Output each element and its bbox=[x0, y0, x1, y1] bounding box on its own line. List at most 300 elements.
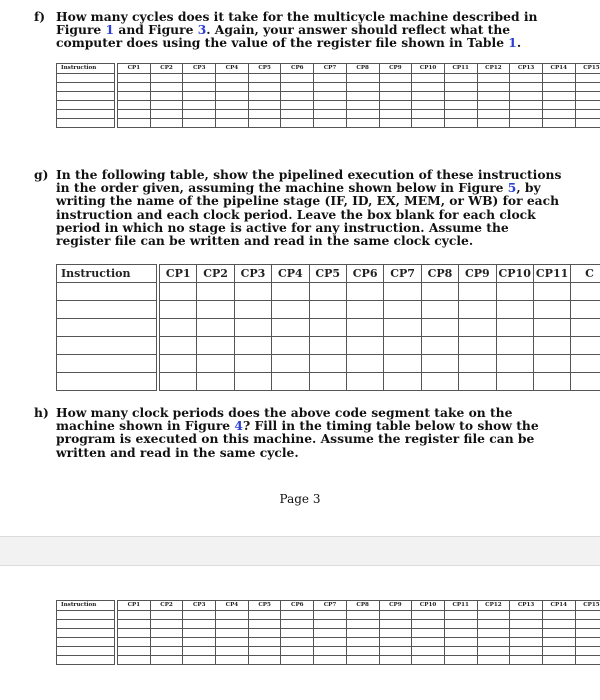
table-cell[interactable] bbox=[118, 611, 151, 620]
table-cell[interactable] bbox=[314, 74, 347, 83]
cycle-column-header: CP4 bbox=[216, 64, 249, 74]
table-cell[interactable] bbox=[150, 83, 183, 92]
table-cell[interactable] bbox=[183, 119, 216, 128]
table-cell[interactable] bbox=[57, 638, 115, 647]
table-cell[interactable] bbox=[575, 638, 600, 647]
table-cell[interactable] bbox=[459, 337, 496, 355]
figure-link[interactable]: 4 bbox=[234, 418, 243, 434]
table-cell[interactable] bbox=[272, 283, 309, 301]
table-cell[interactable] bbox=[575, 620, 600, 629]
table-cell[interactable] bbox=[510, 101, 543, 110]
table-cell[interactable] bbox=[281, 611, 314, 620]
table-cell[interactable] bbox=[421, 337, 458, 355]
table-cell[interactable] bbox=[57, 92, 115, 101]
table-cell[interactable] bbox=[57, 373, 157, 391]
table-cell[interactable] bbox=[160, 373, 197, 391]
table-cell[interactable] bbox=[542, 656, 575, 665]
table-cell[interactable] bbox=[346, 110, 379, 119]
table-cell[interactable] bbox=[234, 337, 271, 355]
table-cell[interactable] bbox=[510, 83, 543, 92]
table-cell[interactable] bbox=[575, 611, 600, 620]
table-cell[interactable] bbox=[412, 92, 445, 101]
table-cell[interactable] bbox=[571, 373, 600, 391]
table-cell[interactable] bbox=[183, 656, 216, 665]
table-cell[interactable] bbox=[57, 611, 115, 620]
table-cell[interactable] bbox=[216, 620, 249, 629]
table-cell[interactable] bbox=[444, 74, 477, 83]
table-cell[interactable] bbox=[542, 620, 575, 629]
table-cell[interactable] bbox=[412, 611, 445, 620]
table-cell[interactable] bbox=[183, 92, 216, 101]
table-cell[interactable] bbox=[542, 611, 575, 620]
table-cell[interactable] bbox=[510, 110, 543, 119]
table-cell[interactable] bbox=[379, 611, 412, 620]
cycle-column-header: CP1 bbox=[118, 64, 151, 74]
table-cell[interactable] bbox=[281, 620, 314, 629]
table-cell[interactable] bbox=[160, 301, 197, 319]
table-cell[interactable] bbox=[477, 611, 510, 620]
table-cell[interactable] bbox=[412, 119, 445, 128]
table-cell[interactable] bbox=[216, 83, 249, 92]
table-cell[interactable] bbox=[150, 101, 183, 110]
table-cell[interactable] bbox=[118, 119, 151, 128]
table-cell[interactable] bbox=[459, 283, 496, 301]
table-cell[interactable] bbox=[57, 83, 115, 92]
table-cell[interactable] bbox=[57, 355, 157, 373]
table-cell[interactable] bbox=[216, 629, 249, 638]
table-cell[interactable] bbox=[542, 101, 575, 110]
table-cell[interactable] bbox=[379, 638, 412, 647]
table-cell[interactable] bbox=[57, 656, 115, 665]
question-h-text: How many clock periods does the above code segment take on the machine shown in Figure 4? Fill in the timing table below to show the program is executed on this machine. Assume the register file can be written and read in the same cycle. bbox=[56, 405, 539, 460]
table-cell[interactable] bbox=[496, 337, 533, 355]
table-cell[interactable] bbox=[444, 611, 477, 620]
table-cell[interactable] bbox=[412, 83, 445, 92]
table-cell[interactable] bbox=[542, 83, 575, 92]
table-cell[interactable] bbox=[496, 301, 533, 319]
timing-table-h bbox=[56, 600, 600, 665]
table-cell[interactable] bbox=[160, 355, 197, 373]
cycle-column-header: CP11 bbox=[533, 265, 570, 283]
table-cell[interactable] bbox=[533, 373, 570, 391]
table-row bbox=[57, 283, 600, 301]
table-cell[interactable] bbox=[510, 647, 543, 656]
table-cell[interactable] bbox=[248, 611, 281, 620]
table-cell[interactable] bbox=[444, 656, 477, 665]
table-cell[interactable] bbox=[57, 337, 157, 355]
table-cell[interactable] bbox=[281, 656, 314, 665]
question-f bbox=[34, 10, 566, 50]
table-cell[interactable] bbox=[346, 647, 379, 656]
table-cell[interactable] bbox=[183, 638, 216, 647]
table-cell[interactable] bbox=[412, 101, 445, 110]
table-cell[interactable] bbox=[234, 283, 271, 301]
table-cell[interactable] bbox=[183, 101, 216, 110]
table-cell[interactable] bbox=[248, 638, 281, 647]
table-cell[interactable] bbox=[57, 319, 157, 337]
table-cell[interactable] bbox=[379, 629, 412, 638]
table-cell[interactable] bbox=[477, 620, 510, 629]
table-cell[interactable] bbox=[444, 110, 477, 119]
table-cell[interactable] bbox=[379, 110, 412, 119]
table-cell[interactable] bbox=[575, 110, 600, 119]
table-cell[interactable] bbox=[150, 620, 183, 629]
table-cell[interactable] bbox=[314, 620, 347, 629]
table-cell[interactable] bbox=[272, 373, 309, 391]
page-number: Page 3 bbox=[279, 492, 321, 506]
table-cell[interactable] bbox=[346, 83, 379, 92]
table-cell[interactable] bbox=[314, 83, 347, 92]
table-cell[interactable] bbox=[444, 647, 477, 656]
cycle-column-header: CP7 bbox=[314, 64, 347, 74]
table-cell[interactable] bbox=[510, 656, 543, 665]
table-cell[interactable] bbox=[150, 110, 183, 119]
table-cell[interactable] bbox=[309, 301, 346, 319]
table-cell[interactable] bbox=[248, 620, 281, 629]
table-cell[interactable] bbox=[118, 620, 151, 629]
table-cell[interactable] bbox=[346, 92, 379, 101]
table-cell[interactable] bbox=[533, 337, 570, 355]
table-cell[interactable] bbox=[183, 110, 216, 119]
table-cell[interactable] bbox=[272, 319, 309, 337]
table-cell[interactable] bbox=[216, 611, 249, 620]
table-cell[interactable] bbox=[571, 319, 600, 337]
cycle-column-header: CP5 bbox=[248, 601, 281, 611]
table-cell[interactable] bbox=[150, 647, 183, 656]
table-cell[interactable] bbox=[118, 101, 151, 110]
table-cell[interactable] bbox=[477, 101, 510, 110]
table-cell[interactable] bbox=[216, 101, 249, 110]
table-cell[interactable] bbox=[477, 110, 510, 119]
table-cell[interactable] bbox=[197, 355, 234, 373]
table-cell[interactable] bbox=[150, 629, 183, 638]
table-cell[interactable] bbox=[542, 119, 575, 128]
table-cell[interactable] bbox=[216, 638, 249, 647]
table-cell[interactable] bbox=[571, 301, 600, 319]
table-cell[interactable] bbox=[248, 92, 281, 101]
table-cell[interactable] bbox=[150, 638, 183, 647]
table-cell[interactable] bbox=[510, 638, 543, 647]
table-cell[interactable] bbox=[477, 92, 510, 101]
table-cell[interactable] bbox=[379, 119, 412, 128]
table-cell[interactable] bbox=[533, 355, 570, 373]
cycle-column-header: CP1 bbox=[160, 265, 197, 283]
cycle-column-header: CP12 bbox=[477, 64, 510, 74]
table-cell[interactable] bbox=[384, 337, 421, 355]
table-cell[interactable] bbox=[384, 355, 421, 373]
table-cell[interactable] bbox=[379, 101, 412, 110]
table-cell[interactable] bbox=[314, 110, 347, 119]
table-cell[interactable] bbox=[248, 83, 281, 92]
table-cell[interactable] bbox=[575, 83, 600, 92]
table-cell[interactable] bbox=[346, 119, 379, 128]
table-cell[interactable] bbox=[272, 337, 309, 355]
table-cell[interactable] bbox=[183, 611, 216, 620]
table-cell[interactable] bbox=[477, 119, 510, 128]
table-cell[interactable] bbox=[575, 101, 600, 110]
table-cell[interactable] bbox=[384, 373, 421, 391]
cycle-column-header: CP6 bbox=[346, 265, 383, 283]
question-g-label: g) bbox=[34, 167, 49, 182]
table-cell[interactable] bbox=[412, 647, 445, 656]
table-cell[interactable] bbox=[281, 101, 314, 110]
question-f-label: f) bbox=[34, 9, 46, 24]
table-cell[interactable] bbox=[234, 319, 271, 337]
table-cell[interactable] bbox=[542, 629, 575, 638]
instruction-column-header: Instruction bbox=[57, 265, 157, 283]
table-cell[interactable] bbox=[379, 620, 412, 629]
table-cell[interactable] bbox=[379, 647, 412, 656]
table-cell[interactable] bbox=[197, 337, 234, 355]
table-link[interactable]: 1 bbox=[508, 35, 517, 51]
table-cell[interactable] bbox=[216, 92, 249, 101]
table-cell[interactable] bbox=[346, 301, 383, 319]
table-cell[interactable] bbox=[57, 629, 115, 638]
table-cell[interactable] bbox=[346, 629, 379, 638]
table-cell[interactable] bbox=[346, 74, 379, 83]
table-cell[interactable] bbox=[314, 101, 347, 110]
cycle-column-header: CP10 bbox=[496, 265, 533, 283]
table-cell[interactable] bbox=[346, 656, 379, 665]
table-cell[interactable] bbox=[281, 110, 314, 119]
table-cell[interactable] bbox=[314, 647, 347, 656]
table-row bbox=[57, 301, 600, 319]
table-cell[interactable] bbox=[412, 620, 445, 629]
table-cell[interactable] bbox=[160, 319, 197, 337]
table-cell[interactable] bbox=[57, 119, 115, 128]
figure-link[interactable]: 3 bbox=[197, 22, 207, 38]
table-cell[interactable] bbox=[216, 74, 249, 83]
table-cell[interactable] bbox=[234, 355, 271, 373]
table-cell[interactable] bbox=[542, 647, 575, 656]
table-cell[interactable] bbox=[150, 74, 183, 83]
table-cell[interactable] bbox=[216, 110, 249, 119]
table-cell[interactable] bbox=[346, 101, 379, 110]
table-row bbox=[57, 110, 600, 119]
table-cell[interactable] bbox=[496, 319, 533, 337]
table-cell[interactable] bbox=[459, 355, 496, 373]
table-cell[interactable] bbox=[150, 611, 183, 620]
table-cell[interactable] bbox=[575, 119, 600, 128]
table-cell[interactable] bbox=[309, 283, 346, 301]
table-cell[interactable] bbox=[421, 301, 458, 319]
table-cell[interactable] bbox=[281, 638, 314, 647]
table-cell[interactable] bbox=[346, 373, 383, 391]
table-cell[interactable] bbox=[542, 92, 575, 101]
table-cell[interactable] bbox=[118, 74, 151, 83]
table-cell[interactable] bbox=[571, 337, 600, 355]
cycle-column-header: C bbox=[571, 265, 600, 283]
table-cell[interactable] bbox=[57, 110, 115, 119]
table-cell[interactable] bbox=[571, 283, 600, 301]
table-cell[interactable] bbox=[459, 319, 496, 337]
table-cell[interactable] bbox=[346, 638, 379, 647]
table-cell[interactable] bbox=[346, 337, 383, 355]
table-cell[interactable] bbox=[183, 83, 216, 92]
table-cell[interactable] bbox=[197, 373, 234, 391]
instruction-column-header: Instruction bbox=[57, 601, 115, 611]
table-cell[interactable] bbox=[309, 319, 346, 337]
table-cell[interactable] bbox=[496, 355, 533, 373]
table-cell[interactable] bbox=[444, 629, 477, 638]
table-cell[interactable] bbox=[197, 301, 234, 319]
table-cell[interactable] bbox=[510, 620, 543, 629]
table-cell[interactable] bbox=[346, 319, 383, 337]
table-cell[interactable] bbox=[459, 373, 496, 391]
table-cell[interactable] bbox=[272, 301, 309, 319]
table-cell[interactable] bbox=[57, 74, 115, 83]
table-cell[interactable] bbox=[444, 620, 477, 629]
table-cell[interactable] bbox=[281, 92, 314, 101]
table-cell[interactable] bbox=[160, 337, 197, 355]
table-cell[interactable] bbox=[421, 355, 458, 373]
table-cell[interactable] bbox=[314, 629, 347, 638]
table-cell[interactable] bbox=[118, 110, 151, 119]
table-cell[interactable] bbox=[314, 92, 347, 101]
table-cell[interactable] bbox=[183, 620, 216, 629]
table-cell[interactable] bbox=[496, 373, 533, 391]
table-cell[interactable] bbox=[314, 611, 347, 620]
table-cell[interactable] bbox=[421, 319, 458, 337]
table-cell[interactable] bbox=[444, 83, 477, 92]
table-cell[interactable] bbox=[314, 119, 347, 128]
table-cell[interactable] bbox=[533, 301, 570, 319]
table-cell[interactable] bbox=[150, 656, 183, 665]
table-cell[interactable] bbox=[309, 337, 346, 355]
table-cell[interactable] bbox=[384, 301, 421, 319]
table-cell[interactable] bbox=[57, 283, 157, 301]
cycle-column-header: CP3 bbox=[183, 601, 216, 611]
table-cell[interactable] bbox=[384, 319, 421, 337]
table-cell[interactable] bbox=[234, 373, 271, 391]
table-cell[interactable] bbox=[216, 656, 249, 665]
table-cell[interactable] bbox=[216, 119, 249, 128]
table-cell[interactable] bbox=[183, 629, 216, 638]
table-cell[interactable] bbox=[183, 647, 216, 656]
table-cell[interactable] bbox=[216, 647, 249, 656]
table-cell[interactable] bbox=[496, 283, 533, 301]
table-cell[interactable] bbox=[510, 611, 543, 620]
table-cell[interactable] bbox=[477, 629, 510, 638]
table-cell[interactable] bbox=[314, 638, 347, 647]
table-cell[interactable] bbox=[346, 355, 383, 373]
figure-link[interactable]: 1 bbox=[105, 22, 115, 38]
table-cell[interactable] bbox=[477, 647, 510, 656]
table-cell[interactable] bbox=[412, 110, 445, 119]
table-cell[interactable] bbox=[477, 638, 510, 647]
table-cell[interactable] bbox=[477, 656, 510, 665]
table-cell[interactable] bbox=[379, 83, 412, 92]
table-cell[interactable] bbox=[118, 656, 151, 665]
table-cell[interactable] bbox=[197, 283, 234, 301]
table-cell[interactable] bbox=[309, 373, 346, 391]
table-cell[interactable] bbox=[57, 301, 157, 319]
table-cell[interactable] bbox=[248, 629, 281, 638]
table-cell[interactable] bbox=[248, 647, 281, 656]
table-cell[interactable] bbox=[412, 638, 445, 647]
table-cell[interactable] bbox=[379, 92, 412, 101]
table-cell[interactable] bbox=[444, 638, 477, 647]
table-cell[interactable] bbox=[533, 283, 570, 301]
table-cell[interactable] bbox=[272, 355, 309, 373]
table-cell[interactable] bbox=[571, 355, 600, 373]
table-cell[interactable] bbox=[57, 101, 115, 110]
table-cell[interactable] bbox=[542, 110, 575, 119]
table-cell[interactable] bbox=[234, 301, 271, 319]
table-cell[interactable] bbox=[510, 74, 543, 83]
table-cell[interactable] bbox=[281, 83, 314, 92]
table-cell[interactable] bbox=[248, 74, 281, 83]
table-cell[interactable] bbox=[150, 119, 183, 128]
table-cell[interactable] bbox=[379, 74, 412, 83]
table-cell[interactable] bbox=[542, 74, 575, 83]
table-cell[interactable] bbox=[281, 629, 314, 638]
table-cell[interactable] bbox=[477, 74, 510, 83]
table-cell[interactable] bbox=[510, 92, 543, 101]
table-cell[interactable] bbox=[281, 119, 314, 128]
table-cell[interactable] bbox=[118, 647, 151, 656]
table-cell[interactable] bbox=[444, 101, 477, 110]
table-row bbox=[57, 629, 600, 638]
table-cell[interactable] bbox=[510, 119, 543, 128]
table-cell[interactable] bbox=[314, 656, 347, 665]
table-cell[interactable] bbox=[197, 319, 234, 337]
table-cell[interactable] bbox=[150, 92, 183, 101]
table-cell[interactable] bbox=[248, 101, 281, 110]
table-cell[interactable] bbox=[412, 629, 445, 638]
table-cell[interactable] bbox=[384, 283, 421, 301]
table-cell[interactable] bbox=[444, 119, 477, 128]
table-cell[interactable] bbox=[248, 110, 281, 119]
table-cell[interactable] bbox=[542, 638, 575, 647]
table-cell[interactable] bbox=[459, 301, 496, 319]
table-cell[interactable] bbox=[248, 119, 281, 128]
table-cell[interactable] bbox=[346, 283, 383, 301]
table-cell[interactable] bbox=[575, 629, 600, 638]
table-cell[interactable] bbox=[183, 74, 216, 83]
table-cell[interactable] bbox=[281, 74, 314, 83]
table-cell[interactable] bbox=[575, 647, 600, 656]
table-cell[interactable] bbox=[346, 611, 379, 620]
table-cell[interactable] bbox=[281, 647, 314, 656]
table-cell[interactable] bbox=[160, 283, 197, 301]
table-cell[interactable] bbox=[118, 629, 151, 638]
table-cell[interactable] bbox=[346, 620, 379, 629]
table-cell[interactable] bbox=[248, 656, 281, 665]
table-cell[interactable] bbox=[421, 373, 458, 391]
table-cell[interactable] bbox=[57, 620, 115, 629]
table-cell[interactable] bbox=[444, 92, 477, 101]
table-cell[interactable] bbox=[118, 638, 151, 647]
table-cell[interactable] bbox=[309, 355, 346, 373]
table-cell[interactable] bbox=[575, 92, 600, 101]
table-cell[interactable] bbox=[57, 647, 115, 656]
table-cell[interactable] bbox=[575, 656, 600, 665]
table-cell[interactable] bbox=[477, 83, 510, 92]
table-cell[interactable] bbox=[379, 656, 412, 665]
table-cell[interactable] bbox=[533, 319, 570, 337]
figure-link[interactable]: 5 bbox=[507, 180, 517, 196]
table-cell[interactable] bbox=[118, 92, 151, 101]
table-cell[interactable] bbox=[412, 656, 445, 665]
table-cell[interactable] bbox=[421, 283, 458, 301]
table-cell[interactable] bbox=[412, 74, 445, 83]
table-cell[interactable] bbox=[118, 83, 151, 92]
table-cell[interactable] bbox=[575, 74, 600, 83]
cycle-column-header: CP9 bbox=[379, 64, 412, 74]
table-row bbox=[57, 620, 600, 629]
table-cell[interactable] bbox=[510, 629, 543, 638]
